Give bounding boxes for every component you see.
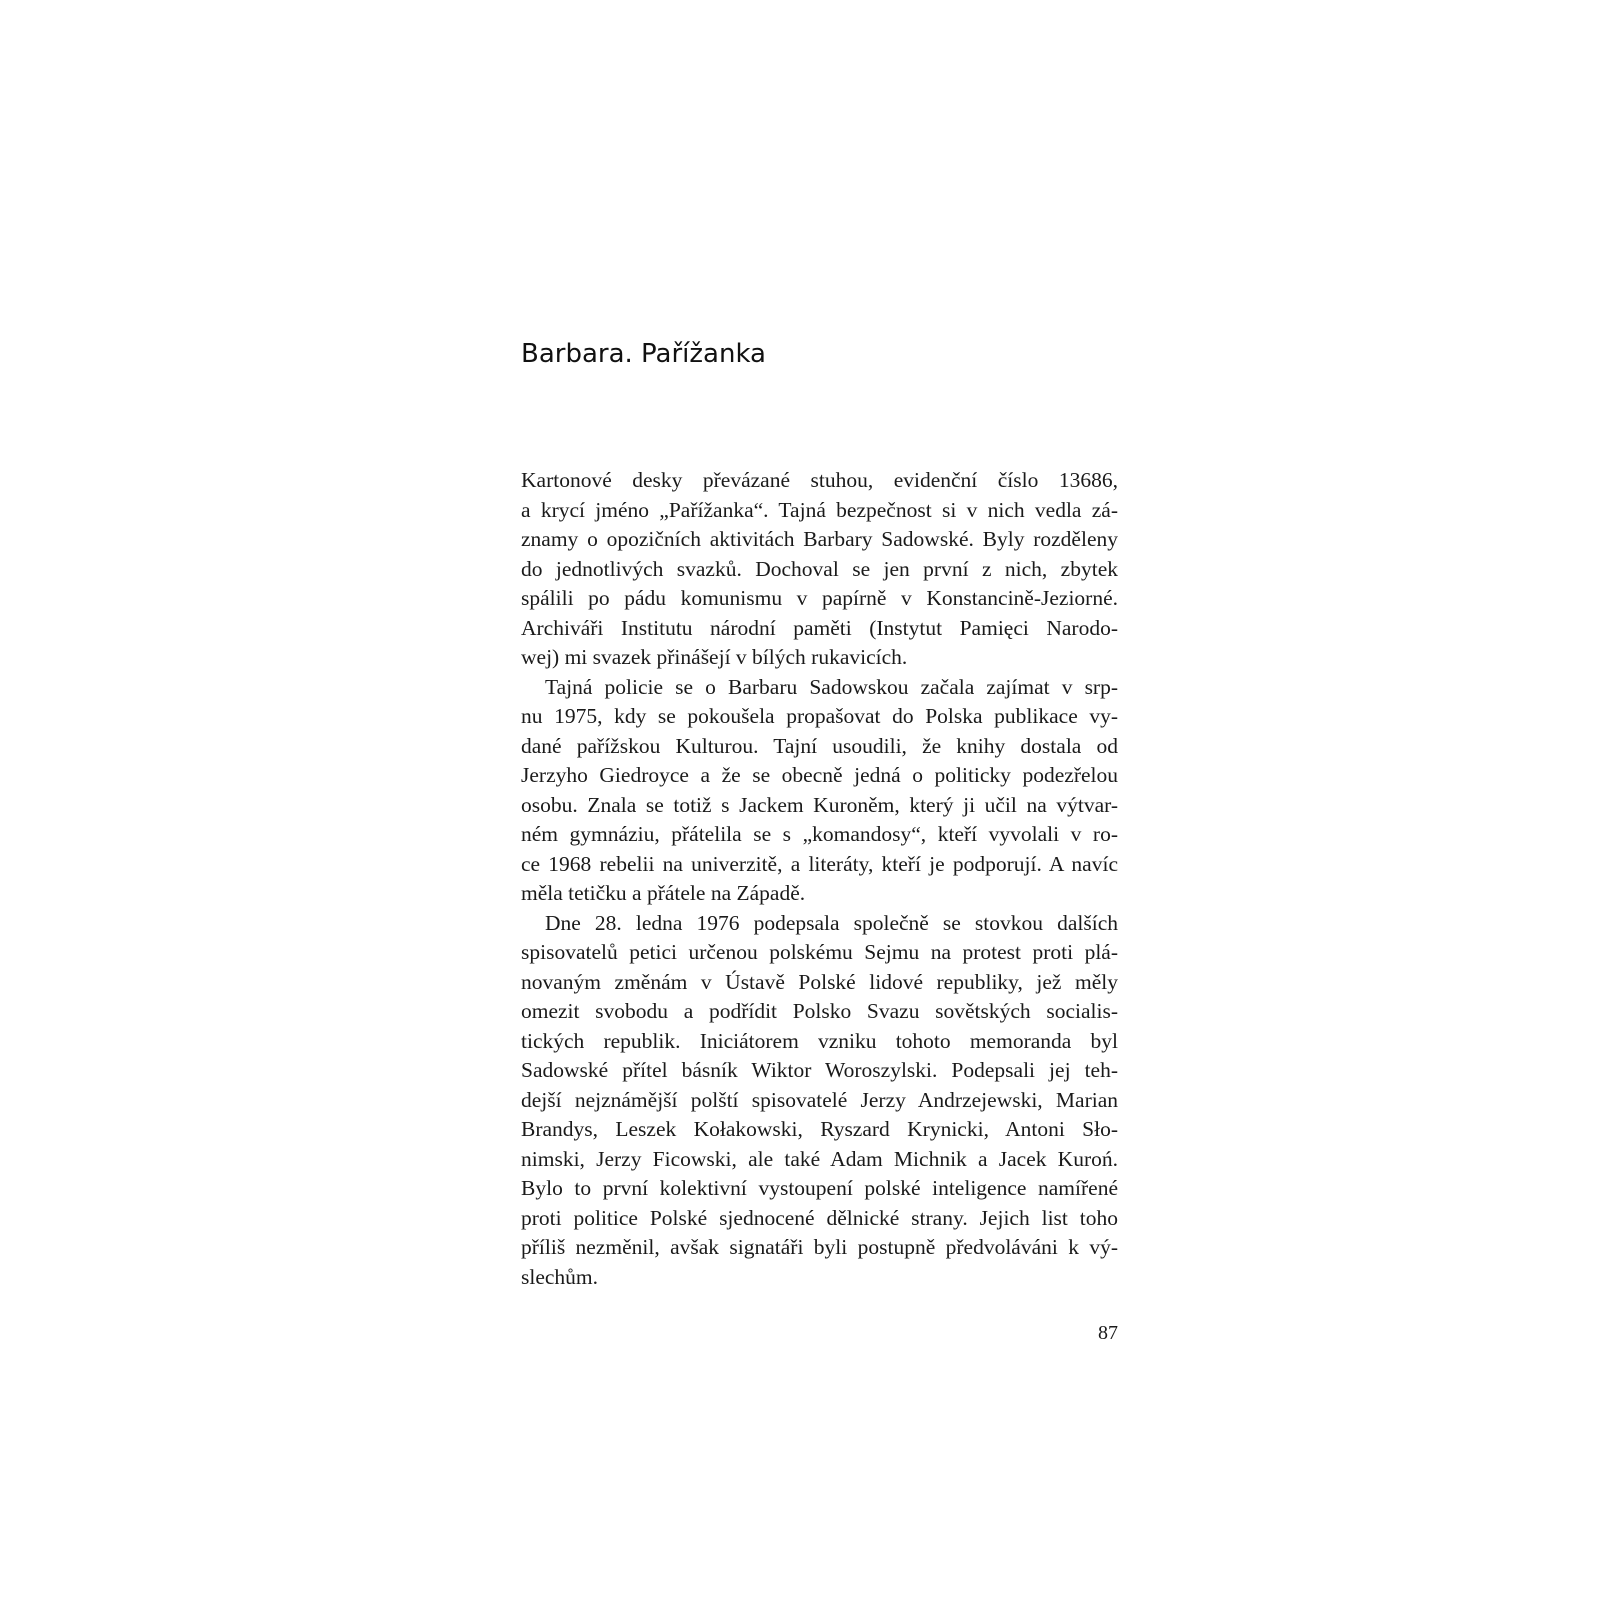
text-line: proti politice Polské sjednocené dělnické strany. Jejich list toho [521,1205,1118,1230]
text-line: Bylo to první kolektivní vystoupení polské inteligence namířené [521,1176,1118,1200]
text-line: omezit svobodu a podřídit Polsko Svazu sovětských socialis- [521,999,1118,1023]
text-line: wej) mi svazek přinášejí v bílých rukavicích. [521,645,908,669]
paragraph-3 [521,909,1118,1293]
text-line: nimski, Jerzy Ficowski, ale také Adam Michnik a Jacek Kuroń. [521,1146,1118,1171]
text-line: ce 1968 rebelii na univerzitě, a literáty, kteří je podporují. A navíc [521,851,1118,876]
text-line: spisovatelů petici určenou polskému Sejmu na protest proti plá- [521,940,1118,964]
text-line: novaným změnám v Ústavě Polské lidové republiky, jež měly [521,969,1118,994]
text-line: Sadowské přítel básník Wiktor Woroszylski. Podepsali jej teh- [521,1058,1118,1082]
text-line: dané pařížskou Kulturou. Tajní usoudili, že knihy dostala od [521,733,1118,758]
paragraph-1 [521,466,1118,673]
text-line: Archiváři Institutu národní paměti (Instytut Pamięci Narodo- [521,615,1118,640]
text-line: Dne 28. ledna 1976 podepsala společně se stovkou dalších [545,910,1118,935]
text-line: Jerzyho Giedroyce a že se obecně jedná o politicky podezřelou [521,763,1118,787]
text-line: měla tetičku a přátele na Západě. [521,881,806,905]
text-line: dejší nejznámější polští spisovatelé Jerzy Andrzejewski, Marian [521,1087,1118,1112]
body-text [521,466,1118,1292]
text-line: příliš nezměnil, avšak signatáři byli postupně předvoláváni k vý- [521,1235,1118,1259]
text-line: tických republik. Iniciátorem vzniku tohoto memoranda byl [521,1028,1118,1053]
text-line: Tajná policie se o Barbaru Sadowskou začala zajímat v srp- [545,674,1118,699]
text-line: spálili po pádu komunismu v papírně v Konstancině-Jeziorné. [521,586,1118,610]
page-number: 87 [1098,1322,1118,1344]
text-line: osobu. Znala se totiž s Jackem Kuroněm, který ji učil na výtvar- [521,792,1118,817]
text-line: ném gymnáziu, přátelila se s „komandosy“, kteří vyvolali v ro- [521,822,1118,846]
text-line: do jednotlivých svazků. Dochoval se jen první z nich, zbytek [521,556,1118,581]
text-line: znamy o opozičních aktivitách Barbary Sadowské. Byly rozděleny [521,527,1118,551]
text-line: a krycí jméno „Pařížanka“. Tajná bezpečnost si v nich vedla zá- [521,497,1118,522]
chapter-title: Barbara. Pařížanka [521,339,766,369]
paragraph-2 [521,673,1118,909]
text-line: nu 1975, kdy se pokoušela propašovat do Polska publikace vy- [521,704,1118,728]
text-line: slechům. [521,1264,599,1289]
text-line: Brandys, Leszek Kołakowski, Ryszard Krynicki, Antoni Sło- [521,1117,1118,1141]
text-line: Kartonové desky převázané stuhou, evidenční číslo 13686, [521,468,1118,492]
